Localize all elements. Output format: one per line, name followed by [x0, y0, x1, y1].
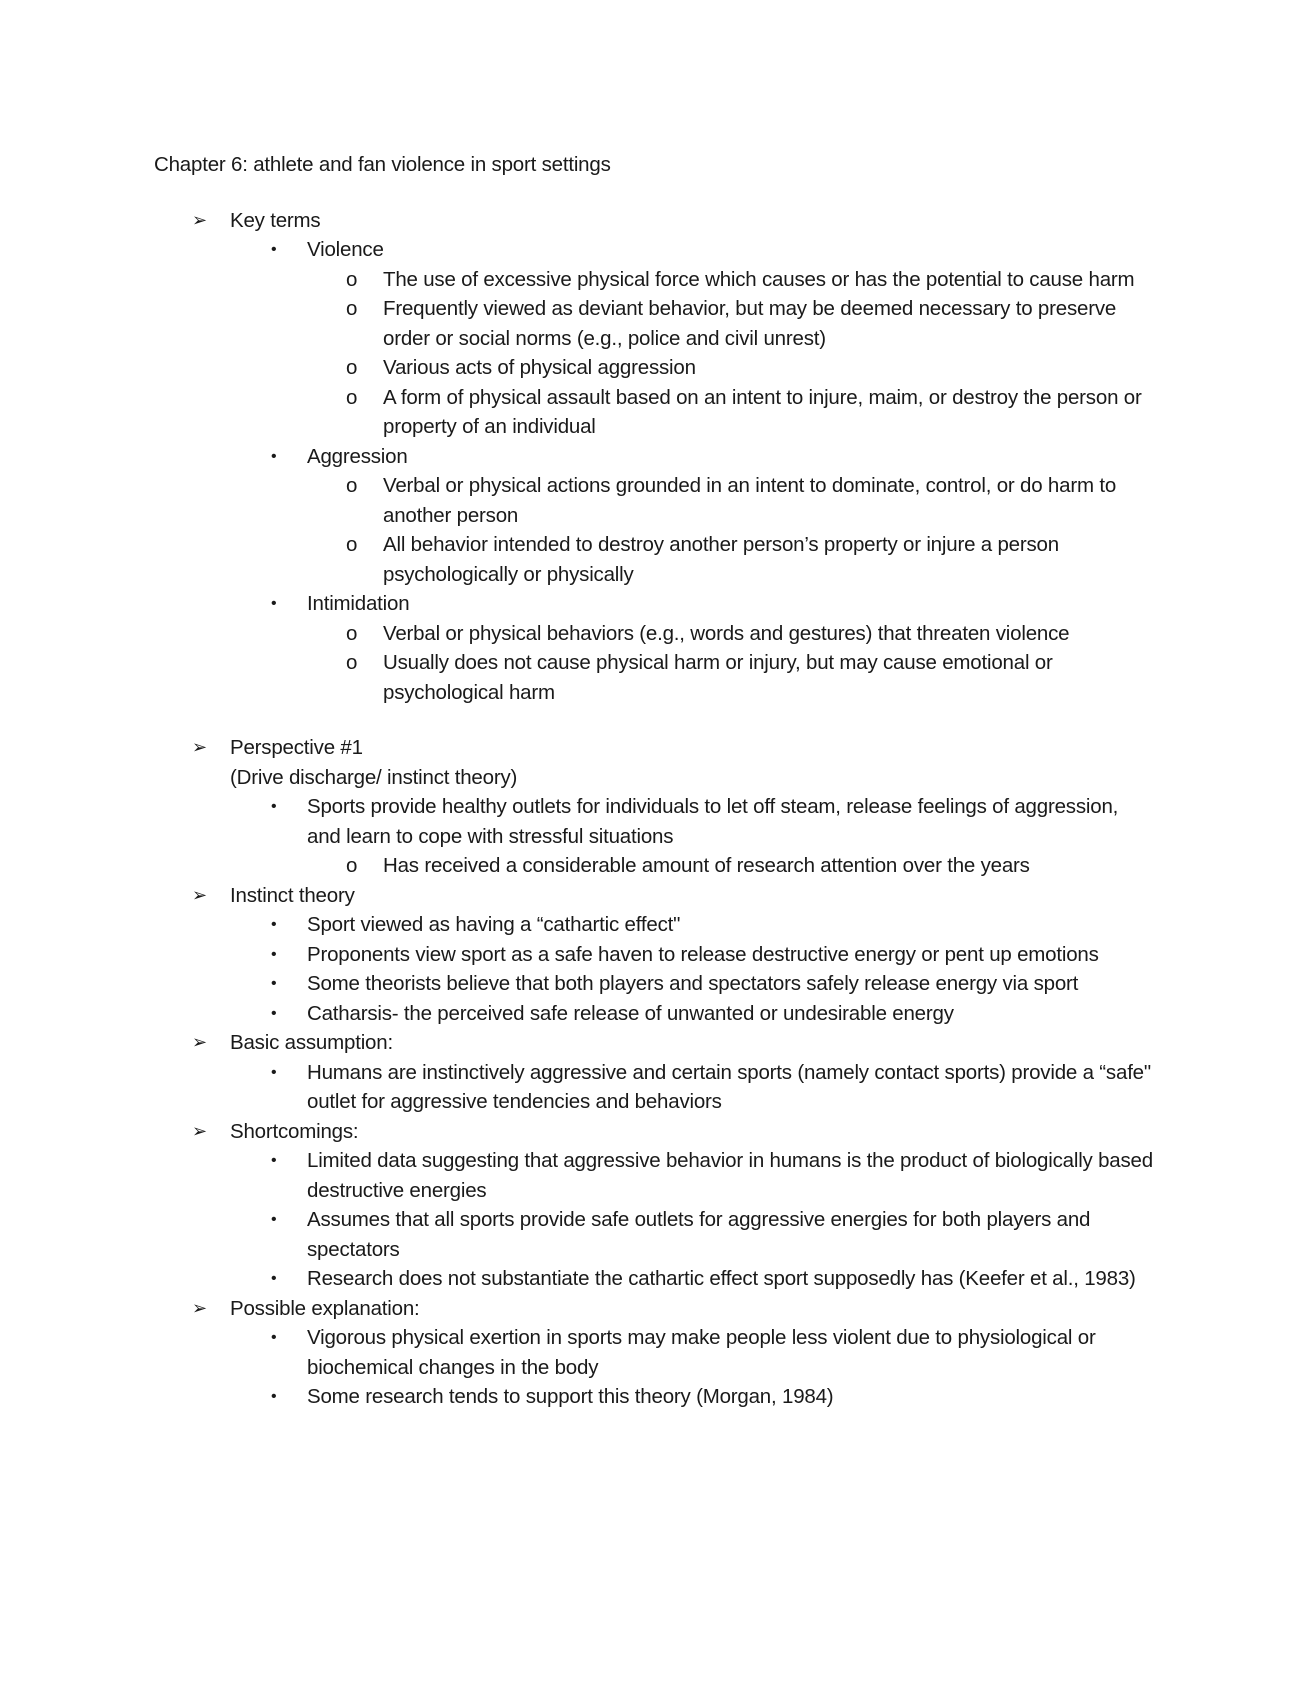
list-item: [154, 1146, 1154, 1205]
list-item-text: All behavior intended to destroy another person’s property or injure a person psychologically or physically: [383, 533, 1059, 586]
list-item-text: Vigorous physical exertion in sports may make people less violent due to physiological or biochemical changes in the body: [307, 1326, 1096, 1379]
list-item-text: Frequently viewed as deviant behavior, but may be deemed necessary to preserve order or social norms (e.g., police and civil unrest): [383, 297, 1117, 350]
list-item-text: Sports provide healthy outlets for individuals to let off steam, release feelings of aggression, and learn to cope with stressful situations: [307, 795, 1119, 848]
circle-bullet-icon: o: [346, 621, 358, 645]
bullet-icon: •: [271, 1329, 277, 1346]
section-basic-assumption: [154, 1028, 1154, 1058]
list-item: [154, 1382, 1154, 1412]
list-item-text: Humans are instinctively aggressive and certain sports (namely contact sports) provide a “safe" outlet for aggressive tendencies and behaviors: [307, 1060, 1151, 1113]
circle-bullet-icon: o: [346, 356, 358, 379]
bullet-icon: •: [271, 945, 277, 963]
list-item-text: Research does not substantiate the cathartic effect sport supposedly has (Keefer et al., 1983): [307, 1267, 1136, 1290]
list-item-text: A form of physical assault based on an intent to injure, maim, or destroy the person or property of an individual: [383, 385, 1142, 438]
section-instinct-theory: [154, 881, 1154, 911]
list-item-text: Assumes that all sports provide safe outlets for aggressive energies for both players and spectators: [307, 1208, 1091, 1261]
circle-bullet-icon: o: [346, 854, 358, 877]
list-item: [154, 851, 1154, 881]
list-item-text: Has received a considerable amount of research attention over the years: [383, 854, 1030, 877]
bullet-icon: •: [271, 916, 277, 933]
arrow-bullet-icon: ➢: [192, 1297, 207, 1318]
list-item-text: The use of excessive physical force which causes or has the potential to cause harm: [383, 267, 1135, 291]
list-item: [154, 999, 1154, 1029]
list-item: [154, 940, 1154, 970]
section-key-terms: [154, 206, 1154, 236]
circle-bullet-icon: o: [346, 385, 358, 409]
circle-bullet-icon: o: [346, 297, 358, 320]
list-item-text: Verbal or physical behaviors (e.g., words and gestures) that threaten violence: [383, 621, 1070, 645]
list-item: [154, 1058, 1154, 1117]
circle-bullet-icon: o: [346, 533, 358, 556]
term-intimidation: [154, 589, 1154, 619]
arrow-bullet-icon: ➢: [192, 1120, 207, 1141]
bullet-icon: •: [271, 1211, 277, 1228]
list-item-text: Catharsis- the perceived safe release of unwanted or undesirable energy: [307, 1001, 954, 1025]
section-possible-explanation: [154, 1294, 1154, 1324]
section-perspective-1: [154, 733, 1154, 763]
arrow-bullet-icon: ➢: [192, 737, 207, 757]
bullet-icon: •: [271, 1388, 277, 1405]
list-item: [154, 294, 1154, 353]
list-item: [154, 353, 1154, 383]
document-page: [154, 150, 1154, 1412]
list-item: [154, 1323, 1154, 1382]
term-aggression: [154, 442, 1154, 472]
term-violence: [154, 235, 1154, 265]
list-item: [154, 530, 1154, 589]
list-item: [154, 265, 1154, 295]
list-item: [154, 910, 1154, 940]
section-heading: Possible explanation:: [230, 1296, 420, 1320]
bullet-icon: •: [271, 1270, 277, 1287]
term-label: Aggression: [307, 444, 408, 468]
list-item-text: Limited data suggesting that aggressive behavior in humans is the product of biologically based destructive energies: [307, 1149, 1153, 1202]
circle-bullet-icon: o: [346, 651, 358, 674]
section-heading: Instinct theory: [230, 883, 355, 907]
term-label: Intimidation: [307, 592, 410, 615]
bullet-icon: •: [271, 1152, 277, 1169]
list-item-text: Various acts of physical aggression: [383, 356, 696, 379]
section-shortcomings: [154, 1117, 1154, 1147]
spacer: [154, 707, 1154, 733]
bullet-icon: •: [271, 1004, 277, 1022]
arrow-bullet-icon: ➢: [192, 1032, 207, 1052]
list-item: [154, 969, 1154, 999]
arrow-bullet-icon: ➢: [192, 884, 207, 905]
list-item: [154, 648, 1154, 707]
bullet-icon: •: [271, 1063, 277, 1081]
bullet-icon: •: [271, 798, 277, 815]
circle-bullet-icon: o: [346, 474, 358, 497]
list-item: [154, 619, 1154, 649]
list-item: [154, 792, 1154, 851]
list-item-text: Sport viewed as having a “cathartic effect": [307, 913, 681, 936]
list-item-text: Proponents view sport as a safe haven to release destructive energy or pent up emotions: [307, 942, 1099, 966]
circle-bullet-icon: o: [346, 267, 358, 291]
list-item: [154, 1205, 1154, 1264]
section-heading: Basic assumption:: [230, 1031, 393, 1054]
list-item: [154, 1264, 1154, 1294]
list-item: [154, 471, 1154, 530]
term-label: Violence: [307, 238, 384, 261]
section-heading: Key terms: [230, 208, 321, 232]
list-item-text: Some theorists believe that both players and spectators safely release energy via sport: [307, 972, 1079, 995]
list-item: [154, 383, 1154, 442]
list-item-text: Verbal or physical actions grounded in an intent to dominate, control, or do harm to another person: [383, 474, 1117, 527]
bullet-icon: •: [271, 241, 277, 258]
list-item-text: Some research tends to support this theory (Morgan, 1984): [307, 1385, 834, 1408]
list-item-text: Usually does not cause physical harm or injury, but may cause emotional or psychological harm: [383, 651, 1053, 704]
bullet-icon: •: [271, 595, 277, 612]
section-heading: Perspective #1: [230, 736, 363, 759]
section-subheading: (Drive discharge/ instinct theory): [230, 765, 518, 789]
chapter-title: Chapter 6: athlete and fan violence in sport settings: [154, 153, 611, 176]
bullet-icon: •: [271, 975, 277, 992]
section-heading: Shortcomings:: [230, 1119, 359, 1143]
arrow-bullet-icon: ➢: [192, 209, 207, 230]
bullet-icon: •: [271, 447, 277, 465]
